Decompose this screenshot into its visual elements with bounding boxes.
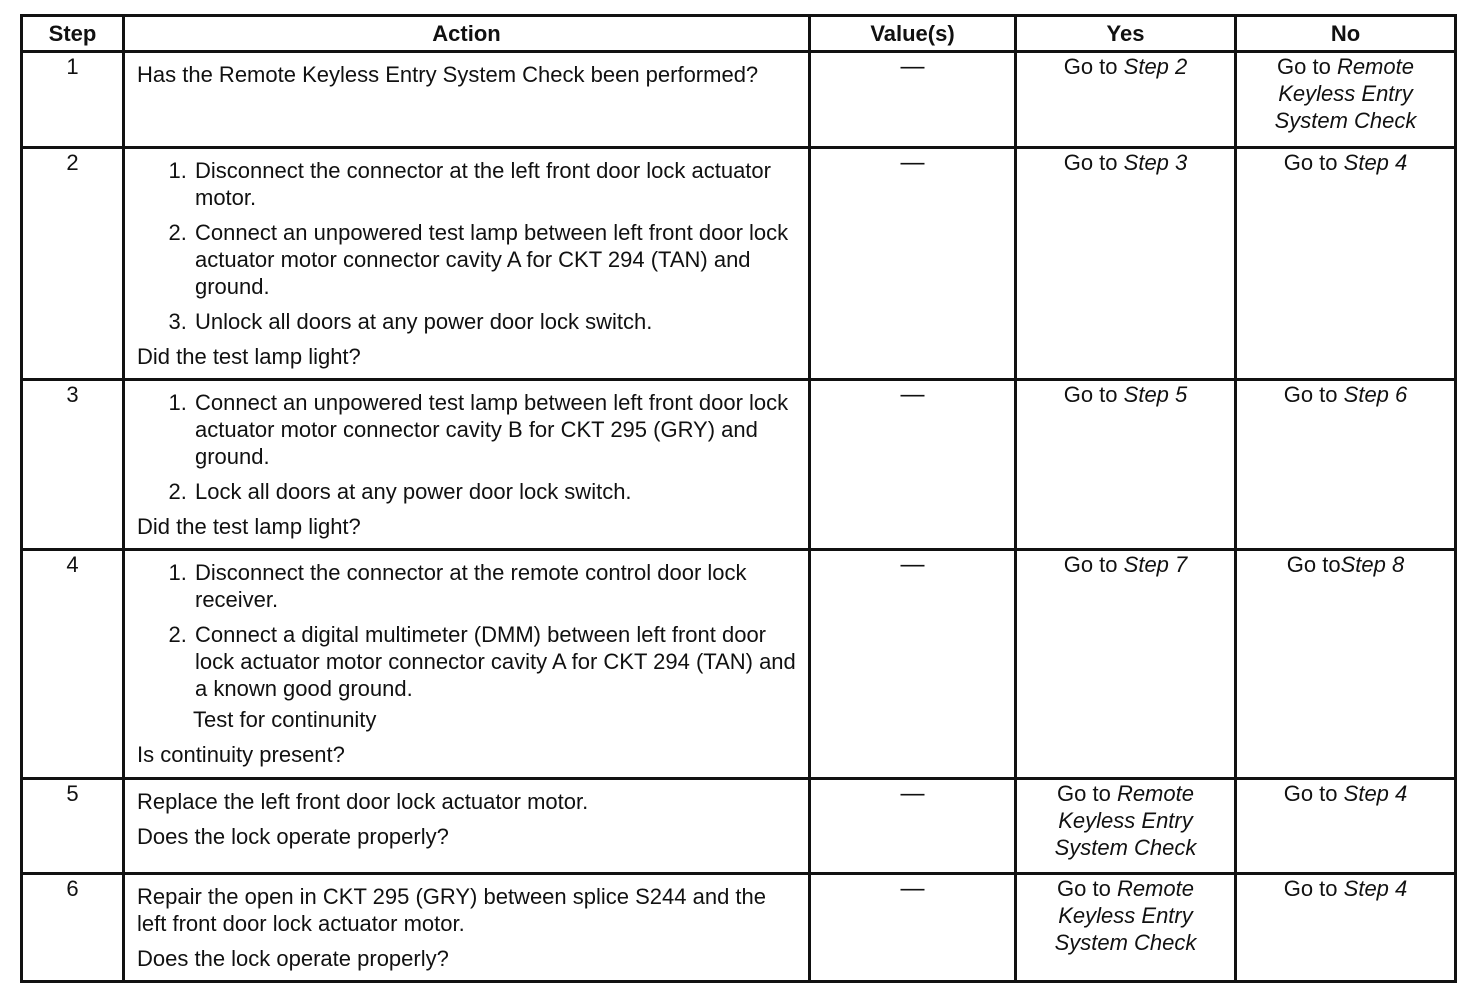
- action-question: Does the lock operate properly?: [137, 824, 449, 849]
- yes-step-link[interactable]: Step 3: [1123, 150, 1188, 175]
- action-list: [137, 559, 796, 702]
- yes-step-link[interactable]: Step 7: [1123, 552, 1188, 577]
- table-row: [22, 148, 1456, 380]
- action-list: [137, 157, 796, 335]
- value-cell: —: [810, 148, 1016, 380]
- header-action: Action: [124, 16, 810, 52]
- yes-step-link[interactable]: Step 2: [1123, 54, 1188, 79]
- no-ref-line[interactable]: System Check: [1274, 108, 1417, 133]
- action-item: 2. Connect an unpowered test lamp between left front door lock actuator motor connector cavity A for CKT 294 (TAN) and ground.: [193, 219, 796, 300]
- no-step-link[interactable]: Step 4: [1343, 150, 1408, 175]
- no-prefix: Go to: [1283, 876, 1338, 901]
- no-step-link[interactable]: Step 6: [1343, 382, 1408, 407]
- step-number: 6: [22, 874, 124, 982]
- action-item: 2. Lock all doors at any power door lock switch.: [193, 478, 796, 505]
- yes-cell: [1016, 779, 1236, 874]
- step-number: 2: [22, 148, 124, 380]
- table-row: [22, 52, 1456, 148]
- yes-prefix: Go to: [1063, 552, 1118, 577]
- yes-prefix: Go to: [1063, 382, 1118, 407]
- value-cell: —: [810, 779, 1016, 874]
- action-item: 2. Connect a digital multimeter (DMM) between left front door lock actuator motor connector cavity A for CKT 294 (TAN) and a known good ground.: [193, 621, 796, 702]
- action-note: Test for continunity: [193, 707, 377, 732]
- header-values: Value(s): [810, 16, 1016, 52]
- yes-ref-line[interactable]: System Check: [1054, 835, 1197, 860]
- yes-prefix: Go to: [1063, 150, 1118, 175]
- yes-cell: [1016, 550, 1236, 779]
- action-question: Did the test lamp light?: [137, 344, 361, 369]
- table-row: [22, 550, 1456, 779]
- header-no: No: [1236, 16, 1456, 52]
- yes-ref-line[interactable]: System Check: [1054, 930, 1197, 955]
- action-list: [137, 389, 796, 505]
- yes-ref-line[interactable]: Keyless Entry: [1058, 903, 1193, 928]
- value-cell: —: [810, 380, 1016, 550]
- value-cell: —: [810, 52, 1016, 148]
- no-prefix: Go to: [1286, 552, 1341, 577]
- action-question: Has the Remote Keyless Entry System Check been performed?: [137, 62, 759, 87]
- action-item: 3. Unlock all doors at any power door lock switch.: [193, 308, 796, 335]
- yes-cell: [1016, 874, 1236, 982]
- yes-ref-line[interactable]: Remote: [1116, 876, 1194, 901]
- action-statement: Repair the open in CKT 295 (GRY) between splice S244 and the left front door lock actuator motor.: [137, 884, 767, 936]
- yes-prefix: Go to: [1057, 781, 1111, 806]
- no-prefix: Go to: [1283, 781, 1338, 806]
- action-item: 1. Connect an unpowered test lamp between left front door lock actuator motor connector cavity B for CKT 295 (GRY) and ground.: [193, 389, 796, 470]
- action-cell: [124, 380, 810, 550]
- no-cell: [1236, 874, 1456, 982]
- no-cell: [1236, 380, 1456, 550]
- action-cell: [124, 52, 810, 148]
- step-number: 4: [22, 550, 124, 779]
- action-cell: [124, 148, 810, 380]
- no-step-link[interactable]: Step 8: [1340, 552, 1405, 577]
- header-row: [22, 16, 1456, 52]
- no-ref-line[interactable]: Remote: [1336, 54, 1414, 79]
- no-cell: [1236, 550, 1456, 779]
- no-prefix: Go to: [1283, 382, 1338, 407]
- yes-ref-line[interactable]: Keyless Entry: [1058, 808, 1193, 833]
- no-cell: [1236, 148, 1456, 380]
- no-ref-line[interactable]: Keyless Entry: [1278, 81, 1413, 106]
- action-question: Does the lock operate properly?: [137, 946, 449, 971]
- table-row: [22, 874, 1456, 982]
- no-prefix: Go to: [1283, 150, 1338, 175]
- action-question: Is continuity present?: [137, 742, 345, 767]
- yes-cell: [1016, 148, 1236, 380]
- value-cell: —: [810, 550, 1016, 779]
- no-prefix: Go to: [1277, 54, 1331, 79]
- step-number: 5: [22, 779, 124, 874]
- action-statement: Replace the left front door lock actuator motor.: [137, 789, 589, 814]
- yes-prefix: Go to: [1057, 876, 1111, 901]
- action-item: 1. Disconnect the connector at the left front door lock actuator motor.: [193, 157, 796, 211]
- table-row: [22, 380, 1456, 550]
- header-yes: Yes: [1016, 16, 1236, 52]
- step-number: 3: [22, 380, 124, 550]
- yes-ref-line[interactable]: Remote: [1116, 781, 1194, 806]
- no-cell: [1236, 779, 1456, 874]
- yes-cell: [1016, 52, 1236, 148]
- no-step-link[interactable]: Step 4: [1343, 876, 1408, 901]
- step-number: 1: [22, 52, 124, 148]
- diagnostic-table: [20, 14, 1457, 983]
- yes-step-link[interactable]: Step 5: [1123, 382, 1188, 407]
- yes-prefix: Go to: [1063, 54, 1118, 79]
- table-row: [22, 779, 1456, 874]
- action-question: Did the test lamp light?: [137, 514, 361, 539]
- action-cell: [124, 874, 810, 982]
- header-step: Step: [22, 16, 124, 52]
- yes-cell: [1016, 380, 1236, 550]
- action-item: 1. Disconnect the connector at the remote control door lock receiver.: [193, 559, 796, 613]
- no-cell: [1236, 52, 1456, 148]
- no-step-link[interactable]: Step 4: [1343, 781, 1408, 806]
- value-cell: —: [810, 874, 1016, 982]
- action-cell: [124, 550, 810, 779]
- action-cell: [124, 779, 810, 874]
